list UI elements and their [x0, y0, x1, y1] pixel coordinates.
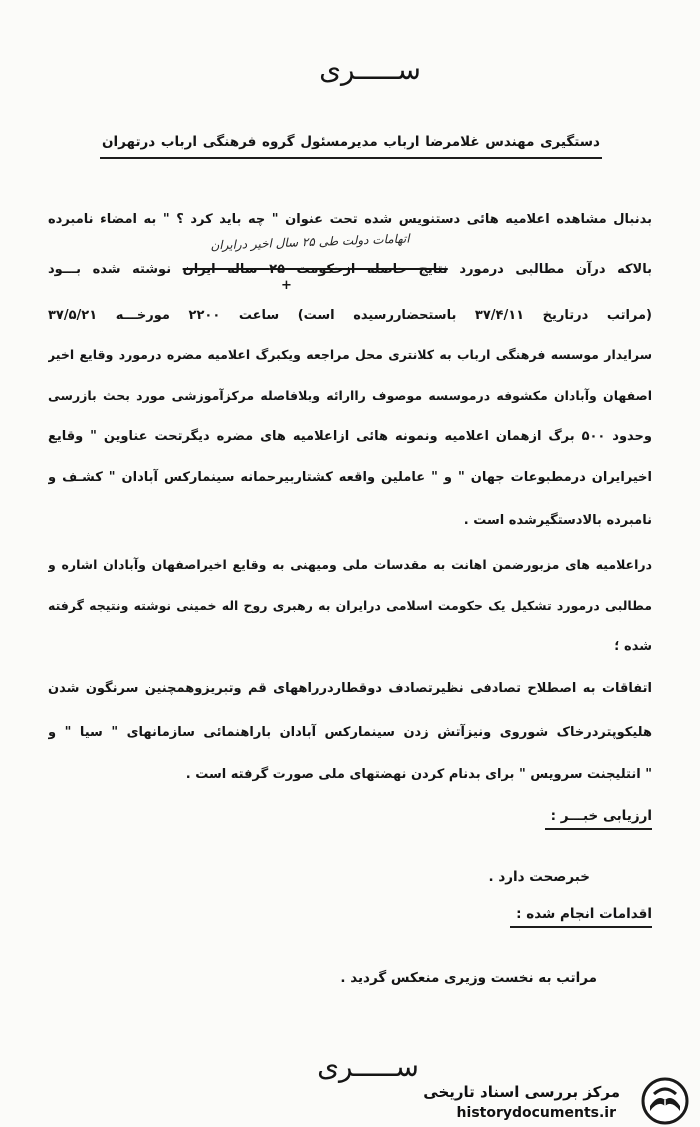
archive-seal-icon: [638, 1076, 692, 1126]
title-underline: [100, 157, 602, 159]
classification-bottom: ســـــری: [317, 1050, 419, 1083]
line2-after: نوشته شده بـــود: [48, 262, 172, 277]
insertion-mark: +: [281, 278, 292, 293]
paragraph3-line3: " انتلیجنت سرویس " برای بدنام کردن نهضتهای ملی صورت گرفته است .: [185, 767, 652, 782]
paragraph1-line4: سرایدار موسسه فرهنگی ارباب به کلانتری محل مراجعه ویکبرگ اعلامیه مضره درمورد وقایع اخیر: [48, 347, 652, 362]
paragraph1-line2: [48, 259, 652, 281]
paragraph3-line2: هلیکوپتردرخاک شوروی ونیزآتش زدن سینمارکس آبادان باراهنمائی سازمانهای " سیا " و: [48, 725, 652, 740]
document-title: دستگیری مهندس غلامرضا ارباب مدیرمسئول گروه فرهنگی ارباب درتهران: [102, 134, 600, 150]
paragraph2-line3: شده ؛: [614, 639, 652, 654]
assessment-label: ارزیابی خبـــر :: [545, 805, 652, 830]
paragraph1-line8: نامبرده بالادستگیرشده است .: [463, 513, 652, 528]
paragraph1-line1: بدنبال مشاهده اعلامیه هائی دستنویس شده تحت عنوان " چه باید کرد ؟ " به امضاء نامبرده: [48, 212, 652, 227]
paragraph2-line1: دراعلامیه های مزبورضمن اهانت به مقدسات ملی ومیهنی به وقایع اخیراصفهان وآبادان اشاره و: [48, 557, 652, 572]
paragraph1-line5: اصفهان وآبادان مکشوفه درموسسه موصوف راارائه وبلافاصله مرکزآموزشی مورد بحث بازرسی: [48, 388, 652, 403]
line2-before: بالاکه درآن مطالبی درمورد: [459, 262, 652, 277]
actions-value: مراتب به نخست وزیری منعکس گردید .: [340, 970, 597, 986]
watermark-site: historydocuments.ir: [456, 1105, 616, 1121]
handwritten-annotation: اتهامات دولت طی ۲۵ سال اخیر درایران: [210, 231, 410, 253]
paragraph3-line1: اتفاقات به اصطلاح تصادفی نظیرتصادف دوقطاردرراههای قم وتبریزوهمچنین سرنگون شدن: [48, 681, 652, 696]
assessment-value: خبرصحت دارد .: [488, 869, 590, 885]
struck-through-text: نتایج حاصله ازحکومت ۲۵ ساله ایران: [182, 262, 448, 277]
paragraph1-line6: وحدود ۵۰۰ برگ ازهمان اعلامیه ونمونه هائی ازاعلامیه های مضره دیگرتحت عناوین " وقایع: [48, 429, 652, 444]
watermark: [402, 1076, 692, 1126]
paragraph1-line7: اخیرایران درمطبوعات جهان " و " عاملین واقعه کشتاربیرحمانه سینمارکس آبادان " کشـف و: [48, 470, 652, 485]
paragraph2-line2: مطالبی درمورد تشکیل یک حکومت اسلامی درایران به رهبری روح اله خمینی نوشته ونتیجه گرفته: [48, 598, 652, 613]
paragraph1-line3: (مراتب درتاریخ ۳۷/۴/۱۱ باستحضاررسیده است) ساعت ۲۲۰۰ مورخـــه ۳۷/۵/۲۱: [48, 308, 652, 323]
watermark-org: مرکز بررسی اسناد تاریخی: [423, 1083, 620, 1101]
classification-top: ســـــری: [319, 53, 421, 86]
actions-label: اقدامات انجام شده :: [510, 903, 652, 928]
